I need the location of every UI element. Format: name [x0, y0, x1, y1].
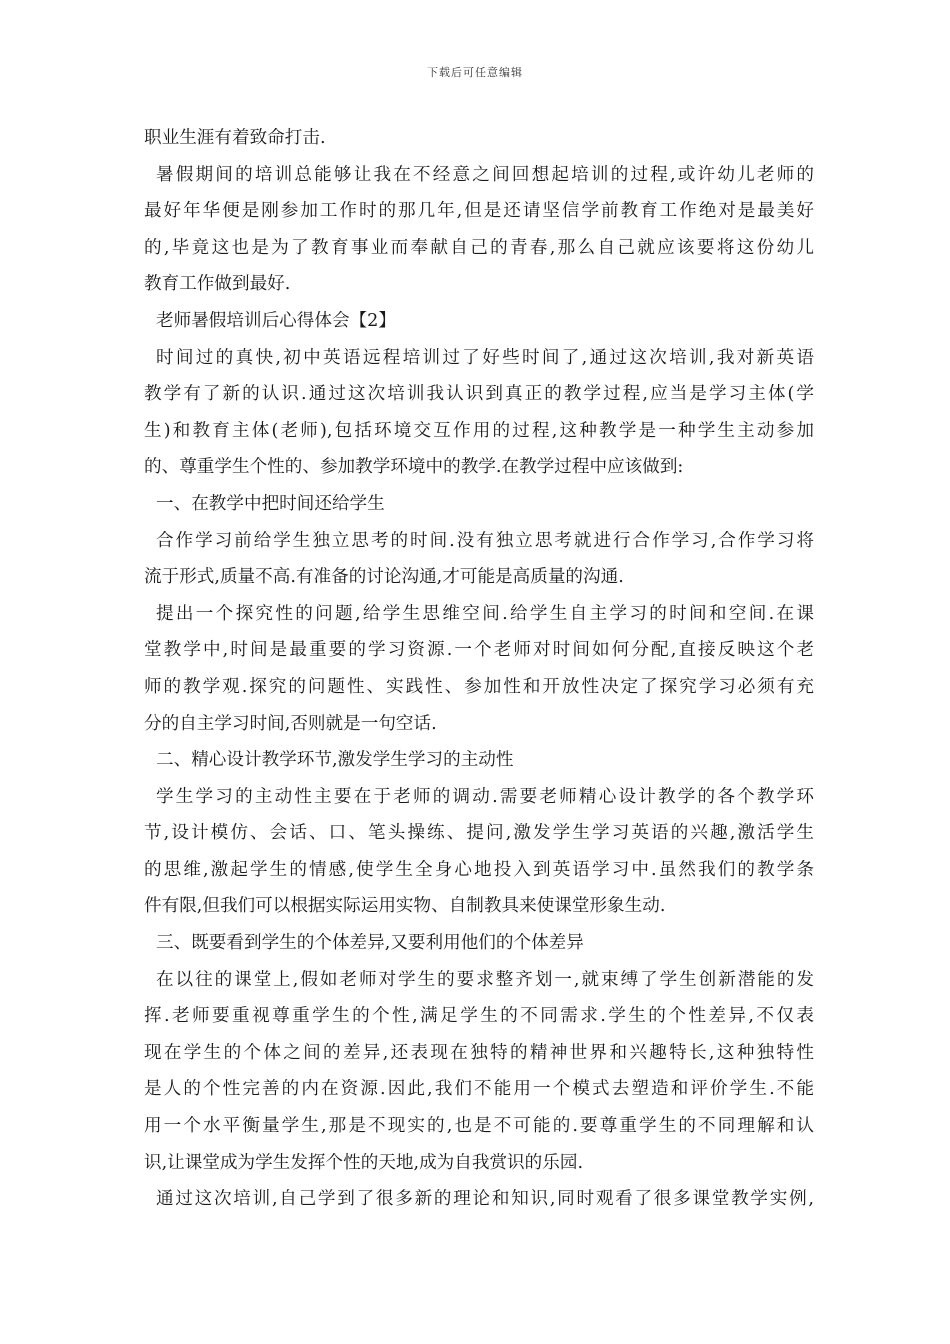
text-line: 节,设计模仿、会话、口、笔头操练、提问,激发学生学习英语的兴趣,激活学生 [144, 823, 814, 844]
text-line: 识,让课堂成为学生发挥个性的天地,成为自我赏识的乐园. [144, 1152, 584, 1173]
text-line: 提出一个探究性的问题,给学生思维空间.给学生自主学习的时间和空间.在课 [156, 603, 814, 624]
text-line: 老师暑假培训后心得体会【2】 [156, 310, 396, 331]
text-line: 一、在教学中把时间还给学生 [156, 493, 385, 514]
text-line: 职业生涯有着致命打击. [144, 128, 326, 148]
text-line: 的、尊重学生个性的、参加教学环境中的教学.在教学过程中应该做到: [144, 457, 684, 478]
text-line: 流于形式,质量不高.有准备的讨论沟通,才可能是高质量的沟通. [144, 567, 624, 588]
text-line: 挥.老师要重视尊重学生的个性,满足学生的不同需求.学生的个性差异,不仅表 [144, 1006, 814, 1027]
text-line: 暑假期间的培训总能够让我在不经意之间回想起培训的过程,或许幼儿老师的 [156, 164, 814, 185]
text-line: 生)和教育主体(老师),包括环境交互作用的过程,这种教学是一种学生主动参加 [144, 420, 814, 441]
text-line: 教学有了新的认识.通过这次培训我认识到真正的教学过程,应当是学习主体(学 [144, 384, 814, 405]
text-line: 合作学习前给学生独立思考的时间.没有独立思考就进行合作学习,合作学习将 [156, 530, 814, 551]
text-line: 用一个水平衡量学生,那是不现实的,也是不可能的.要尊重学生的不同理解和认 [144, 1116, 814, 1137]
text-line: 最好年华便是刚参加工作时的那几年,但是还请坚信学前教育工作绝对是最美好 [144, 201, 814, 222]
text-line: 三、既要看到学生的个体差异,又要利用他们的个体差异 [156, 933, 584, 954]
text-line: 的思维,激起学生的情感,使学生全身心地投入到英语学习中.虽然我们的教学条 [144, 859, 814, 880]
text-line: 堂教学中,时间是最重要的学习资源.一个老师对时间如何分配,直接反映这个老 [144, 640, 814, 661]
text-line: 时间过的真快,初中英语远程培训过了好些时间了,通过这次培训,我对新英语 [156, 347, 814, 368]
text-line: 在以往的课堂上,假如老师对学生的要求整齐划一,就束缚了学生创新潜能的发 [156, 969, 814, 990]
text-line: 通过这次培训,自己学到了很多新的理论和知识,同时观看了很多课堂教学实例, [156, 1189, 814, 1210]
text-line: 教育工作做到最好. [144, 274, 291, 295]
text-line: 分的自主学习时间,否则就是一句空话. [144, 713, 437, 734]
text-line: 的,毕竟这也是为了教育事业而奉献自己的青春,那么自己就应该要将这份幼儿 [144, 237, 814, 258]
text-line: 是人的个性完善的内在资源.因此,我们不能用一个模式去塑造和评价学生.不能 [144, 1079, 814, 1100]
text-line: 二、精心设计教学环节,激发学生学习的主动性 [156, 750, 514, 771]
document-body [144, 120, 814, 1218]
text-line: 师的教学观.探究的问题性、实践性、参加性和开放性决定了探究学习必须有充 [144, 676, 814, 697]
text-line: 学生学习的主动性主要在于老师的调动.需要老师精心设计教学的各个教学环 [156, 786, 814, 807]
page-header: 下载后可任意编辑 [427, 66, 523, 79]
text-line: 件有限,但我们可以根据实际运用实物、自制教具来使课堂形象生动. [144, 896, 666, 917]
text-line: 现在学生的个体之间的差异,还表现在独特的精神世界和兴趣特长,这种独特性 [144, 1042, 814, 1063]
